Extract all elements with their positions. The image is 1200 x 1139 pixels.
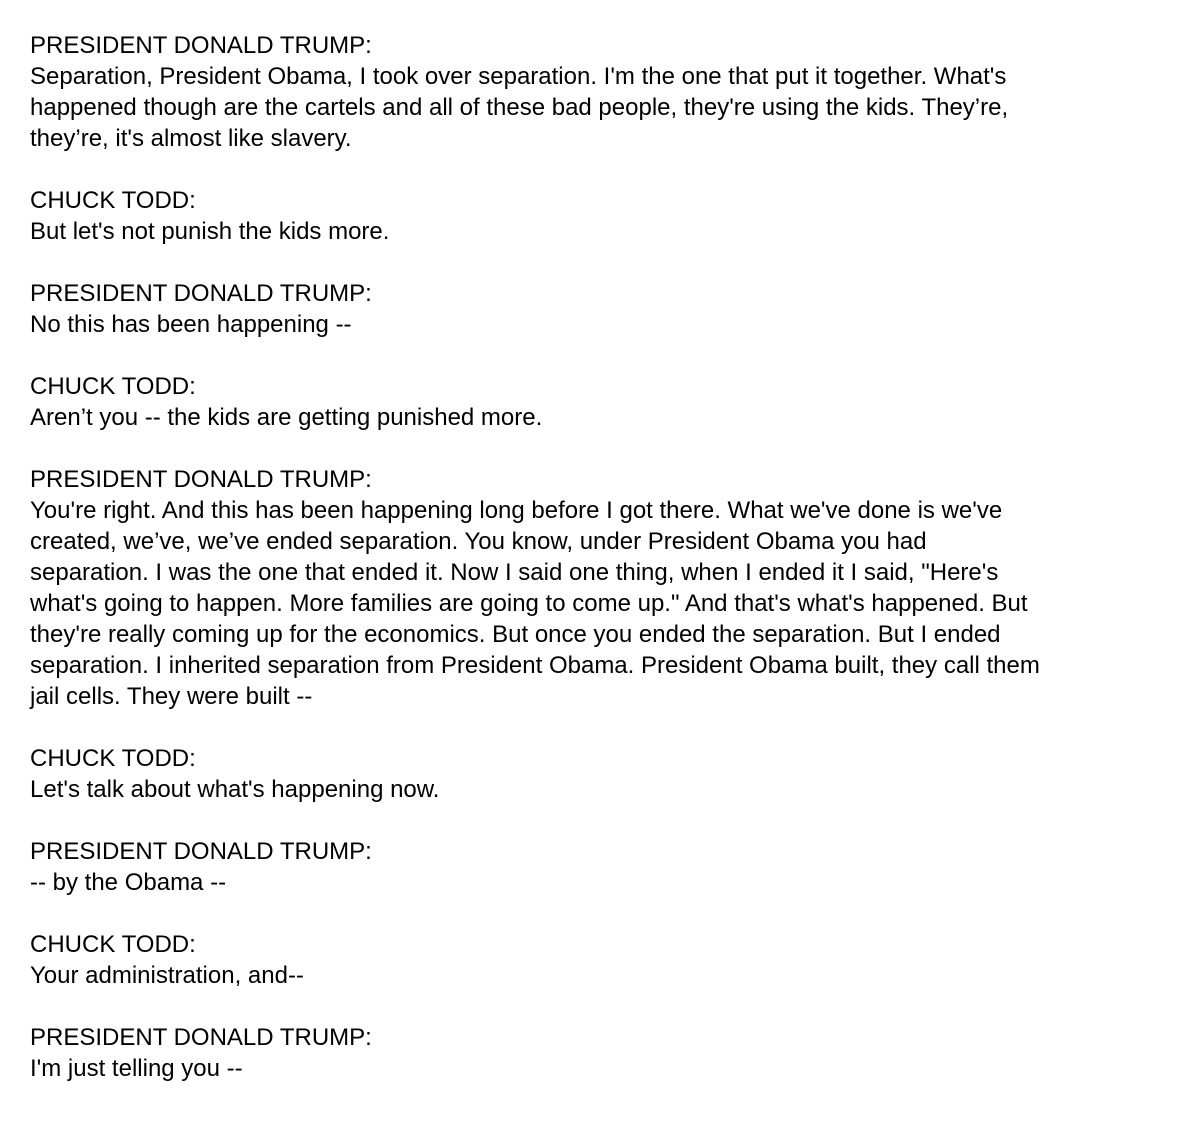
dialogue-line: created, we’ve, we’ve ended separation. You know, under President Obama you had xyxy=(30,528,927,555)
speaker-name: PRESIDENT DONALD TRUMP: xyxy=(30,1024,372,1051)
transcript-entry xyxy=(30,371,1190,433)
transcript-entry xyxy=(30,278,1190,340)
dialogue-line: I'm just telling you -- xyxy=(30,1055,243,1082)
dialogue-line: happened though are the cartels and all of these bad people, they're using the kids. They’re, xyxy=(30,94,1009,121)
dialogue-line: separation. I inherited separation from President Obama. President Obama built, they call them xyxy=(30,652,1040,679)
speaker-name: CHUCK TODD: xyxy=(30,373,196,400)
transcript-entry xyxy=(30,836,1190,898)
dialogue-line: No this has been happening -- xyxy=(30,311,352,338)
transcript-entry xyxy=(30,464,1190,712)
dialogue-line: they’re, it's almost like slavery. xyxy=(30,125,352,152)
transcript-entry xyxy=(30,185,1190,247)
speaker-name: CHUCK TODD: xyxy=(30,187,196,214)
dialogue-line: Aren’t you -- the kids are getting punished more. xyxy=(30,404,543,431)
speaker-name: PRESIDENT DONALD TRUMP: xyxy=(30,280,372,307)
transcript xyxy=(30,30,1190,1115)
dialogue-line: what's going to happen. More families are going to come up." And that's what's happened. But xyxy=(30,590,1028,617)
dialogue-line: they're really coming up for the economics. But once you ended the separation. But I ended xyxy=(30,621,1001,648)
dialogue-line: Separation, President Obama, I took over separation. I'm the one that put it together. What's xyxy=(30,63,1007,90)
dialogue-line: Let's talk about what's happening now. xyxy=(30,776,440,803)
dialogue-line: jail cells. They were built -- xyxy=(30,683,313,710)
dialogue-line: But let's not punish the kids more. xyxy=(30,218,390,245)
speaker-name: PRESIDENT DONALD TRUMP: xyxy=(30,32,372,59)
speaker-name: CHUCK TODD: xyxy=(30,745,196,772)
speaker-name: CHUCK TODD: xyxy=(30,931,196,958)
speaker-name: PRESIDENT DONALD TRUMP: xyxy=(30,838,372,865)
dialogue-line: Your administration, and-- xyxy=(30,962,304,989)
transcript-entry xyxy=(30,1022,1190,1084)
dialogue-line: -- by the Obama -- xyxy=(30,869,227,896)
transcript-entry xyxy=(30,30,1190,154)
dialogue-line: You're right. And this has been happening long before I got there. What we've done is we've xyxy=(30,497,1003,524)
transcript-entry xyxy=(30,929,1190,991)
dialogue-line: separation. I was the one that ended it. Now I said one thing, when I ended it I said, "Here's xyxy=(30,559,999,586)
transcript-entry xyxy=(30,743,1190,805)
speaker-name: PRESIDENT DONALD TRUMP: xyxy=(30,466,372,493)
